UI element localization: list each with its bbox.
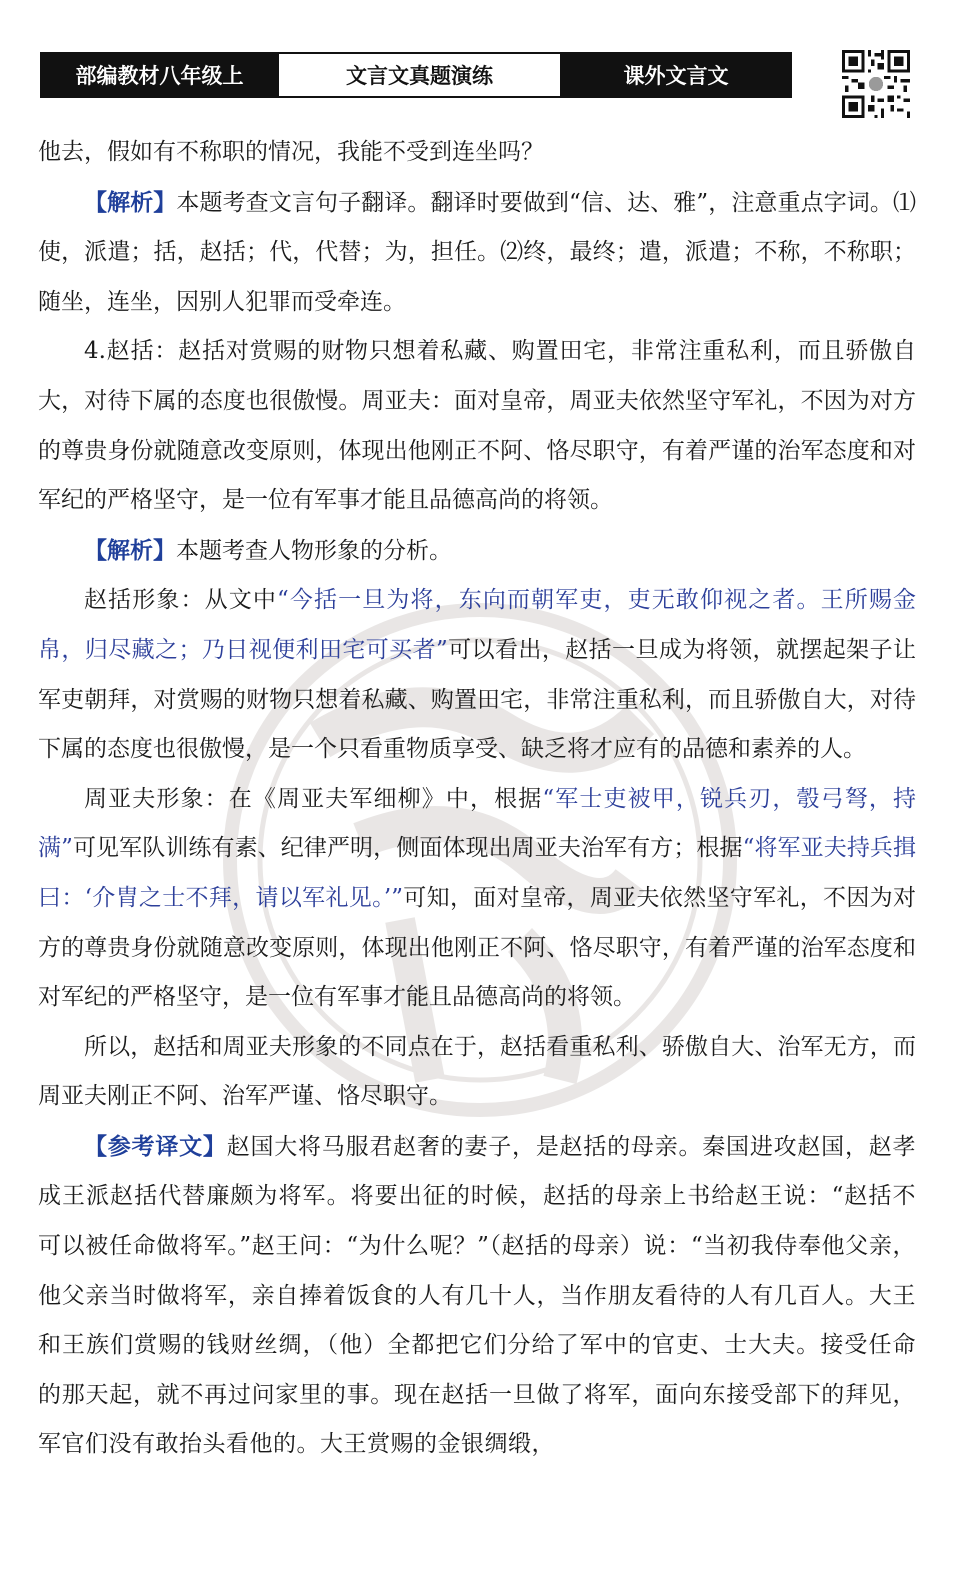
- comparison-paragraph: 所以，赵括和周亚夫形象的不同点在于，赵括看重私利、骄傲自大、治军无方，而周亚夫刚正不阿、治军严谨、恪尽职守。: [38, 1033, 916, 1110]
- zhaokuo-image-paragraph: [38, 576, 916, 774]
- header-title: 文言文真题演练: [277, 54, 562, 96]
- analysis-paragraph-translation: [38, 178, 916, 328]
- paragraph-continued: 他去，假如有不称职的情况，我能不受到连坐吗？: [38, 139, 544, 165]
- document-body: [38, 128, 916, 1470]
- qr-code-icon[interactable]: [842, 50, 910, 118]
- translation-text: 赵国大将马服君赵奢的妻子，是赵括的母亲。秦国进攻赵国，赵孝成王派赵括代替廉颇为将军。将要出征的时候，赵括的母亲上书给赵王说：“赵括不可以被任命做将军。”赵王问：“为什么呢？”（赵括的母亲）说：“当初我侍奉他父亲，他父亲当时做将军，亲自捧着饭食的人有几十人，当作朋友看待的人有几百人。大王和王族们赏赐的钱财丝绸，（他）全都把它们分给了军中的官吏、士大夫。接受任命的那天起，就不再过问家里的事。现在赵括一旦做了将军，面向东接受部下的拜见，军官们没有敢抬头看他的。大王赏赐的金银绸缎，: [38, 1133, 917, 1458]
- text-run: 可见军队训练有素、纪律严明，侧面体现出周亚夫治军有方；根据: [72, 835, 743, 862]
- text-run: 可以看出，赵括一旦成为将领，就摆起架子让军吏朝拜，对赏赐的财物只想着私藏、购置田宅，非常注重私利，而且骄傲自大，对待下属的态度也很傲慢，是一个只看重物质享受、缺乏将才应有的品德和素养的人。: [38, 636, 917, 763]
- translation-tag: 【参考译文】: [84, 1132, 227, 1160]
- analysis-tag: 【解析】: [84, 536, 176, 564]
- analysis-text: 本题考查人物形象的分析。: [176, 537, 452, 564]
- source-quote: “今括一旦为将，东向而朝军吏，吏无敢仰视之者。王所赐金帛，归尽藏之；乃日视便利田宅可买者”: [38, 587, 916, 663]
- answer-4-paragraph: 4.赵括：赵括对赏赐的财物只想着私藏、购置田宅，非常注重私利，而且骄傲自大，对待下属的态度也很傲慢。周亚夫：面对皇帝，周亚夫依然坚守军礼，不因为对方的尊贵身份就随意改变原则，体现出他刚正不阿、恪尽职守，有着严谨的治军态度和对军纪的严格坚守，是一位有军事才能且品德高尚的将领。: [38, 338, 916, 514]
- analysis-paragraph-character: [38, 526, 916, 577]
- source-quote: “将军亚夫持兵揖曰：‘介胄之士不拜，请以军礼见。’”: [38, 835, 917, 911]
- analysis-text: 本题考查文言句子翻译。翻译时要做到“信、达、雅”，注意重点字词。⑴使，派遣；括，赵括；代，代替；为，担任。⑵终，最终；遣，派遣；不称，不称职；随坐，连坐，因别人犯罪而受牵连。: [38, 189, 916, 315]
- header-bar: [40, 52, 792, 98]
- header-grade-label: 部编教材八年级上: [42, 54, 277, 96]
- text-run: 可知，面对皇帝，周亚夫依然坚守军礼，不因为对方的尊贵身份就随意改变原则，体现出他刚正不阿、恪尽职守，有着严谨的治军态度和对军纪的严格坚守，是一位有军事才能且品德高尚的将领。: [38, 884, 916, 1011]
- analysis-tag: 【解析】: [84, 188, 177, 216]
- source-quote: “军士吏被甲，锐兵刃，彀弓弩，持满”: [38, 785, 917, 862]
- reference-translation-paragraph: [38, 1122, 916, 1470]
- zhouyafu-image-paragraph: [38, 775, 916, 1023]
- text-run: 周亚夫形象：在《周亚夫军细柳》中，根据: [84, 785, 543, 812]
- header-category-label: 课外文言文: [562, 54, 790, 96]
- text-run: 赵括形象：从文中: [84, 587, 277, 614]
